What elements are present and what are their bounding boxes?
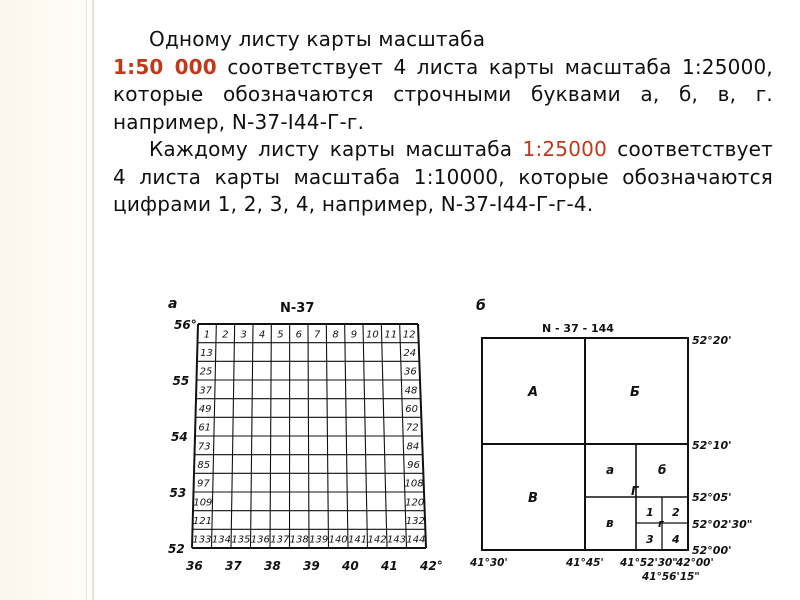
grid-cell-number: 49 (198, 404, 212, 415)
grid-cell-number: 132 (405, 516, 425, 527)
figure-b-sheet-subdivision (470, 294, 770, 594)
grid-cell-number: 120 (405, 497, 425, 509)
grid-cell-number: 9 (350, 329, 358, 341)
quadrant-b-label: Б (630, 385, 640, 400)
sub-b-label: б (658, 463, 667, 477)
figure-a-lon-label: 38 (264, 559, 281, 573)
grid-cell-number: 8 (332, 329, 339, 341)
lon-41-52-30: 41°52'30" (620, 557, 678, 569)
lat-52-02-30: 52°02'30" (692, 518, 753, 531)
grid-cell-number: 134 (211, 534, 231, 546)
figure-a-lon-label: 37 (225, 559, 242, 573)
grid-cell-number: 3 (240, 329, 247, 341)
grid-cell-number: 1 (203, 329, 211, 341)
grid-cell-number: 12 (402, 329, 416, 341)
lat-52-00: 52°00' (692, 544, 732, 557)
grid-cell-number: 135 (231, 534, 251, 546)
paragraph-1-50000-text: соответствует 4 листа карты масштаба 1:25000, которые обозначаются строчными буквами а, б, в, г. например, N-37-I44-Г-г. (113, 54, 773, 134)
grid-cell-number: 108 (404, 478, 424, 490)
grid-cell-number: 85 (197, 460, 211, 471)
grid-cell-number: 72 (405, 422, 419, 434)
lat-52-20: 52°20' (692, 334, 732, 347)
lon-41-30: 41°30' (470, 557, 508, 569)
grid-cell-number: 10 (366, 329, 379, 341)
scale-1-25000: 1:25000 (522, 137, 608, 161)
figure-a-lon-label: 42° (420, 559, 443, 573)
grid-cell-number: 11 (384, 329, 398, 341)
quadrant-v-label: В (528, 491, 538, 506)
grid-cell-number: 4 (258, 329, 266, 341)
grid-cell-number: 144 (406, 534, 426, 546)
sub-a-label: а (606, 463, 615, 477)
grid-cell-number: 97 (196, 478, 210, 490)
figure-a-grid (192, 324, 426, 548)
num-1-label: 1 (646, 506, 654, 519)
figure-a-lat-label: 53 (169, 486, 187, 500)
figure-a-lat-label: 54 (171, 430, 188, 444)
grid-cell-number: 96 (407, 460, 420, 471)
grid-cell-number: 142 (367, 534, 387, 546)
grid-cell-number: 13 (200, 348, 213, 359)
slide-left-decoration (0, 0, 87, 600)
figure-a-svg (160, 294, 460, 584)
figure-b-sheet-title: N - 37 - 144 (542, 322, 614, 335)
grid-cell-number: 61 (198, 422, 212, 434)
grid-cell-number: 139 (309, 534, 329, 546)
figure-a-label: а (168, 296, 178, 312)
grid-cell-number: 84 (406, 441, 420, 453)
lon-42-00: 42°00' (676, 557, 714, 569)
grid-cell-number: 60 (405, 404, 418, 415)
figure-a-lon-label: 41 (381, 559, 398, 573)
paragraph-1-25000-text: соответствует 4 листа карты масштаба 1:10000, которые обозначаются цифрами 1, 2, 3, 4, например, N-37-I44-Г-г-4. (113, 137, 773, 216)
grid-cell-number: 140 (328, 534, 348, 546)
grid-v-line (270, 324, 271, 548)
grid-cell-number: 137 (270, 534, 290, 546)
figure-b-label: б (476, 298, 486, 314)
figure-a-sheet-title: N-37 (280, 301, 315, 316)
num-3-label: 3 (646, 533, 654, 546)
grid-cell-number: 141 (348, 534, 368, 546)
paragraph-1-50000 (113, 54, 773, 137)
lon-41-45: 41°45' (566, 557, 604, 569)
grid-cell-number: 5 (277, 329, 284, 341)
figure-a-lon-label: 40 (342, 559, 359, 573)
grid-cell-number: 136 (250, 534, 270, 546)
scale-1-50000: 1:50 000 (113, 54, 217, 79)
num-4-label: 4 (672, 533, 680, 546)
lat-52-05: 52°05' (692, 491, 732, 504)
lon-41-56-15: 41°56'15" (642, 571, 700, 583)
figure-a-lat-label: 55 (172, 374, 190, 388)
grid-v-line (308, 324, 309, 548)
figure-a-lat-label: 52 (168, 542, 185, 556)
slide-left-rule (92, 0, 94, 600)
grid-cell-number: 143 (386, 534, 407, 546)
intro-text: Одному листу карты масштаба (149, 27, 486, 51)
figure-a-lon-label: 39 (303, 559, 320, 573)
grid-cell-number: 121 (192, 516, 212, 527)
grid-cell-number: 2 (222, 329, 229, 341)
paragraph-intro (113, 26, 773, 54)
num-2-label: 2 (672, 506, 680, 519)
figure-a-sheet-grid (160, 294, 460, 584)
grid-cell-number: 24 (403, 348, 417, 359)
paragraph-1-25000-start: Каждому листу карты масштаба (149, 137, 523, 161)
quadrant-g-label: Г (631, 484, 639, 498)
grid-cell-number: 25 (199, 366, 213, 378)
sub-v-label: в (606, 516, 614, 530)
figure-b-svg (470, 294, 770, 594)
quadrant-a-label: А (528, 385, 539, 400)
figure-a-lat-label: 56° (174, 318, 197, 332)
grid-cell-number: 138 (289, 534, 309, 546)
grid-cell-number: 7 (314, 329, 321, 341)
slide-text (113, 26, 773, 219)
grid-cell-number: 133 (192, 534, 212, 546)
grid-cell-number: 37 (199, 385, 212, 397)
figure-a-longitude-labels (186, 559, 443, 573)
grid-cell-number: 73 (197, 441, 211, 453)
grid-cell-number: 6 (295, 329, 303, 341)
sub-g-label: г (658, 517, 664, 530)
grid-cell-number: 36 (404, 366, 417, 378)
grid-cell-number: 109 (193, 497, 213, 509)
lat-52-10: 52°10' (692, 439, 732, 452)
paragraph-1-25000 (113, 136, 773, 219)
grid-cell-number: 48 (404, 385, 418, 397)
figure-a-lon-label: 36 (186, 559, 203, 573)
